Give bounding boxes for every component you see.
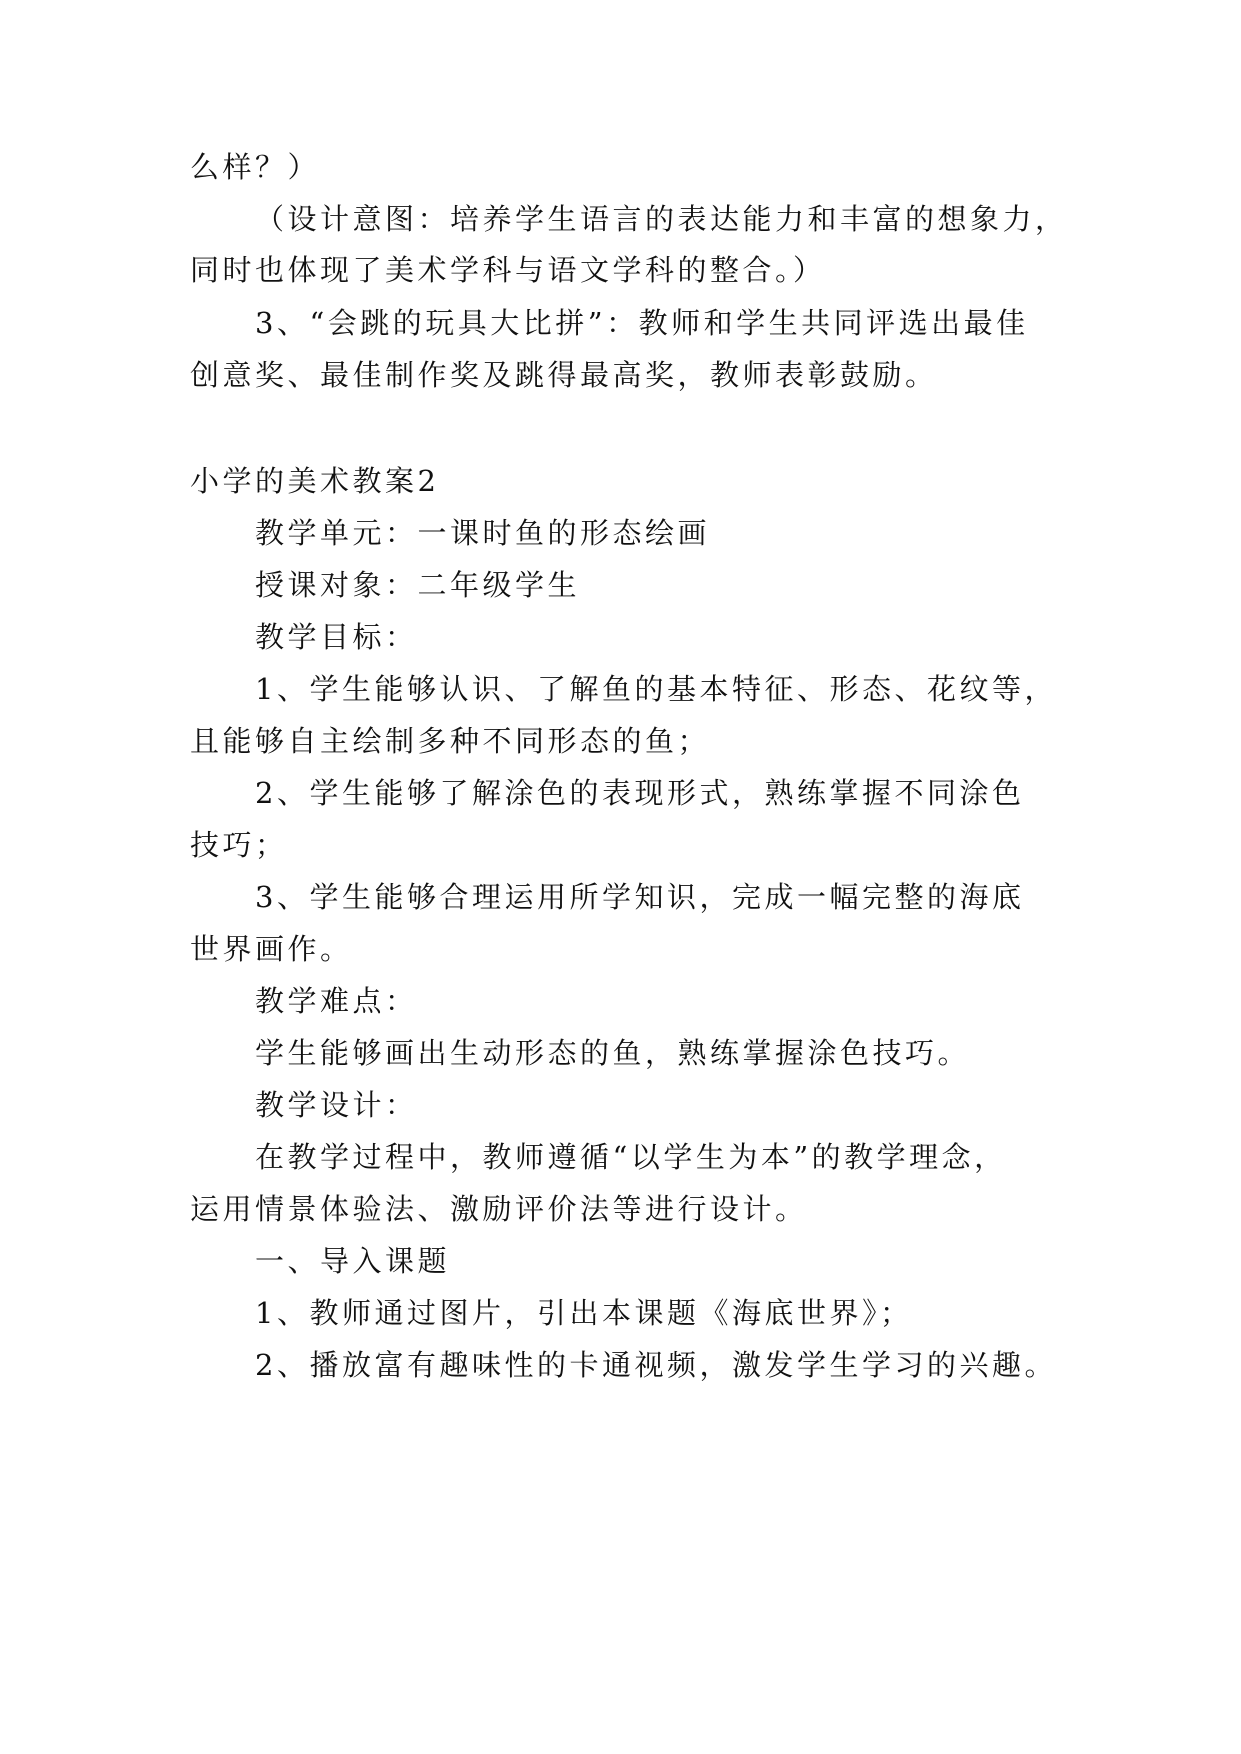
- text-line: 2、播放富有趣味性的卡通视频，激发学生学习的兴趣。: [255, 1348, 1057, 1382]
- text-line: 教学目标：: [255, 620, 418, 654]
- text-line: 教学设计：: [255, 1088, 418, 1122]
- text-line: 创意奖、最佳制作奖及跳得最高奖，教师表彰鼓励。: [190, 358, 938, 392]
- text-line: 3、“会跳的玩具大比拼”：教师和学生共同评选出最佳: [255, 306, 1029, 340]
- text-line: 教学难点：: [255, 984, 418, 1018]
- text-line: 1、学生能够认识、了解鱼的基本特征、形态、花纹等，: [255, 672, 1057, 706]
- text-line: 一、导入课题: [255, 1244, 451, 1278]
- text-line: 学生能够画出生动形态的鱼，熟练掌握涂色技巧。: [255, 1036, 971, 1070]
- text-line: 同时也体现了美术学科与语文学科的整合。）: [190, 253, 826, 287]
- text-line: 世界画作。: [190, 932, 353, 966]
- section-title: 小学的美术教案2: [190, 464, 440, 498]
- text-line: 么样？）: [190, 150, 321, 184]
- text-line: 在教学过程中，教师遵循“以学生为本”的教学理念，: [255, 1140, 1007, 1174]
- text-line: （设计意图：培养学生语言的表达能力和丰富的想象力，: [255, 202, 1068, 236]
- text-line: 技巧；: [190, 828, 288, 862]
- text-line: 教学单元：一课时鱼的形态绘画: [255, 516, 711, 550]
- text-line: 2、学生能够了解涂色的表现形式，熟练掌握不同涂色: [255, 776, 1025, 810]
- text-line: 3、学生能够合理运用所学知识，完成一幅完整的海底: [255, 880, 1025, 914]
- text-line: 运用情景体验法、激励评价法等进行设计。: [190, 1192, 808, 1226]
- text-line: 且能够自主绘制多种不同形态的鱼；: [190, 724, 711, 758]
- text-line: 授课对象：二年级学生: [255, 568, 581, 602]
- text-line: 1、教师通过图片，引出本课题《海底世界》；: [255, 1296, 913, 1330]
